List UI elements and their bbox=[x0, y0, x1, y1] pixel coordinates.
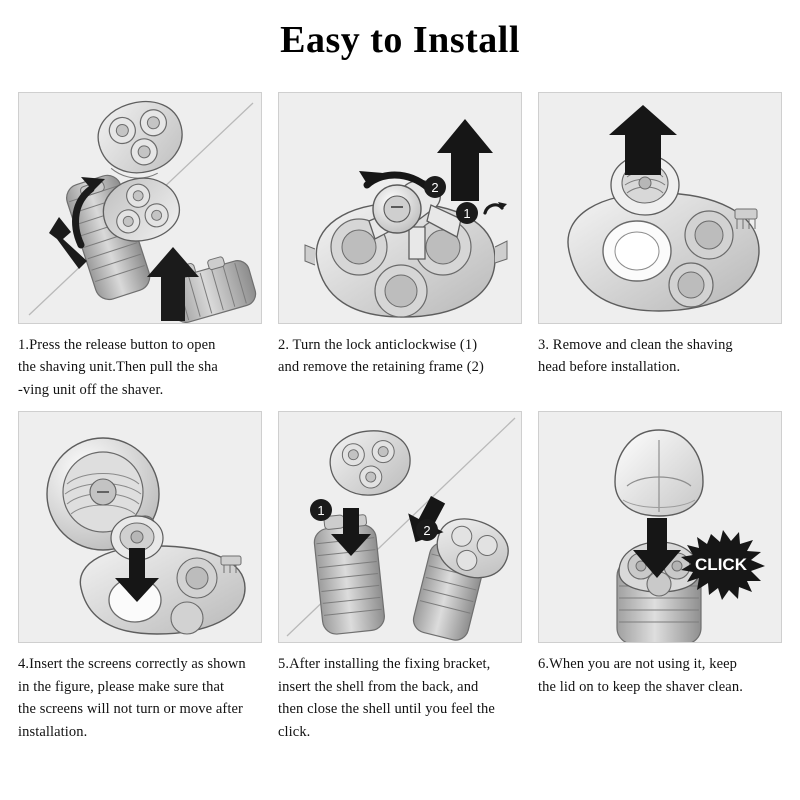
step-5-caption bbox=[278, 653, 522, 743]
click-badge-label: CLICK bbox=[695, 555, 747, 575]
step-5-illustration bbox=[278, 411, 522, 643]
step-5-drawing bbox=[279, 412, 522, 643]
step-cell-5 bbox=[278, 411, 522, 743]
step-4-drawing bbox=[19, 412, 262, 643]
caption-line: head before installation. bbox=[538, 359, 681, 376]
page-title: Easy to Install bbox=[280, 19, 520, 61]
step-2-drawing bbox=[279, 93, 522, 324]
caption-line: click. bbox=[278, 723, 311, 740]
step-1-caption bbox=[18, 334, 262, 401]
caption-line: the screens will not turn or move after bbox=[18, 701, 243, 718]
caption-line: and remove the retaining frame (2) bbox=[278, 359, 484, 376]
step-1-drawing bbox=[19, 93, 262, 324]
caption-line: 5.After installing the fixing bracket, bbox=[278, 656, 491, 673]
step-4-illustration bbox=[18, 411, 262, 643]
step-2-label-2 bbox=[424, 176, 446, 198]
svg-text:1: 1 bbox=[463, 206, 471, 221]
caption-line: 4.Insert the screens correctly as shown bbox=[18, 656, 246, 673]
step-2-label-1 bbox=[456, 202, 478, 224]
caption-line: the lid on to keep the shaver clean. bbox=[538, 678, 743, 695]
caption-line: -ving unit off the shaver. bbox=[18, 381, 164, 398]
step-1-illustration bbox=[18, 92, 262, 324]
caption-line: 2. Turn the lock anticlockwise (1) bbox=[278, 337, 478, 353]
step-3-caption bbox=[538, 334, 782, 379]
step-cell-4 bbox=[18, 411, 262, 743]
svg-text:2: 2 bbox=[423, 523, 431, 539]
step-3-illustration bbox=[538, 92, 782, 324]
svg-text:1: 1 bbox=[317, 503, 325, 519]
caption-line: 3. Remove and clean the shaving bbox=[538, 337, 733, 353]
caption-line: in the figure, please make sure that bbox=[18, 678, 225, 695]
step-2-illustration bbox=[278, 92, 522, 324]
step-cell-3 bbox=[538, 92, 782, 401]
step-cell-2 bbox=[278, 92, 522, 401]
svg-text:2: 2 bbox=[431, 180, 439, 195]
step-6-caption bbox=[538, 653, 782, 698]
caption-line: installation. bbox=[18, 723, 88, 740]
step-6-drawing bbox=[539, 412, 782, 643]
step-3-drawing bbox=[539, 93, 782, 324]
steps-grid bbox=[18, 92, 782, 743]
caption-line: then close the shell until you feel the bbox=[278, 701, 495, 718]
caption-line: insert the shell from the back, and bbox=[278, 678, 479, 695]
step-2-caption bbox=[278, 334, 522, 379]
step-cell-6 bbox=[538, 411, 782, 743]
step-5-label-1 bbox=[310, 499, 332, 521]
step-5-label-2 bbox=[416, 519, 438, 541]
caption-line: 1.Press the release button to open bbox=[18, 337, 216, 353]
step-4-caption bbox=[18, 653, 262, 743]
caption-line: 6.When you are not using it, keep bbox=[538, 656, 738, 673]
step-6-illustration bbox=[538, 411, 782, 643]
step-cell-1 bbox=[18, 92, 262, 401]
caption-line: the shaving unit.Then pull the sha bbox=[18, 359, 218, 376]
